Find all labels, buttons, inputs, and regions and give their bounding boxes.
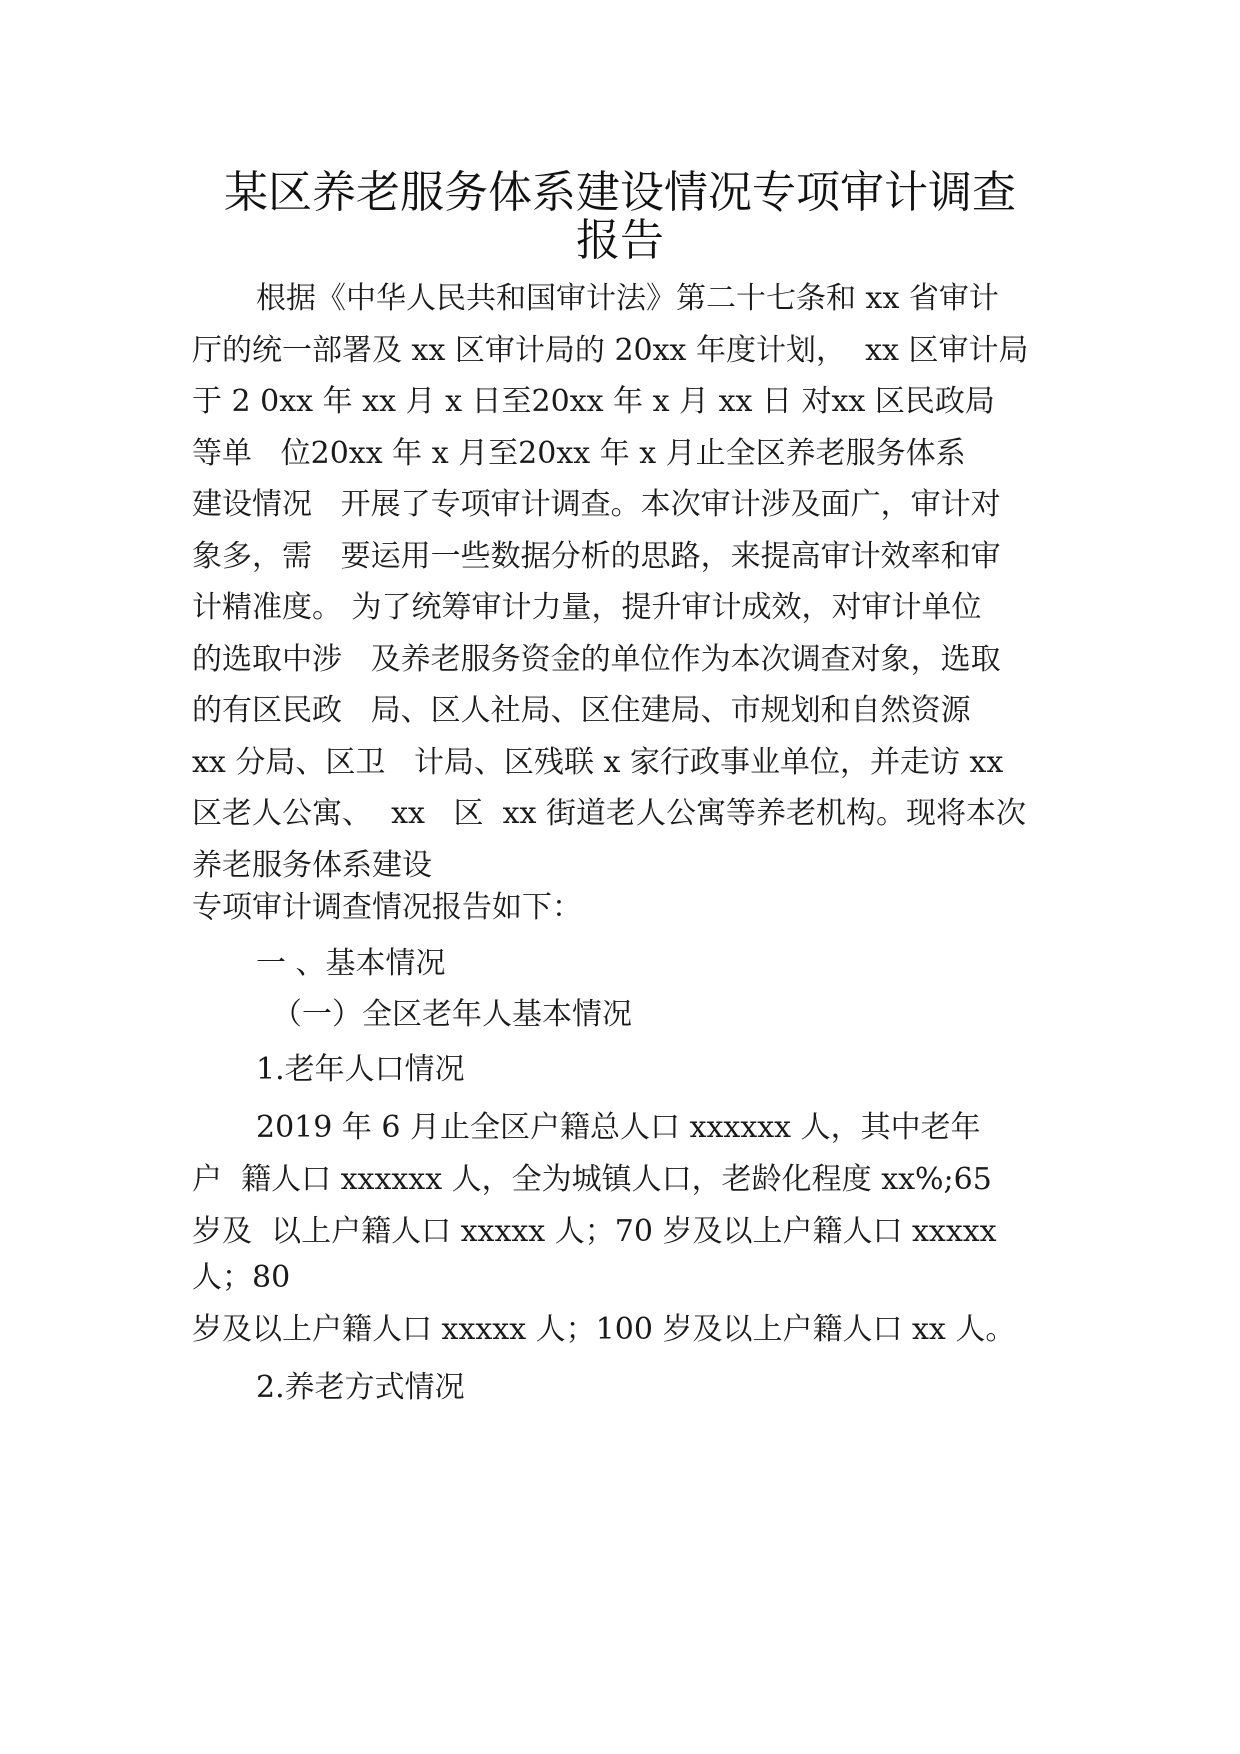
intro-line-7: 计精准度。 为了统筹审计力量，提升审计成效，对审计单位 [192, 590, 982, 625]
intro-line-9: 的有区民政 局、区人社局、区住建局、市规划和自然资源 [192, 693, 971, 728]
document-title-line-2: 报告 [576, 215, 664, 266]
population-line-3: 岁及 以上户籍人口 xxxxx 人；70 岁及以上户籍人口 xxxxx [192, 1214, 997, 1249]
intro-line-2: 厅的统一部署及 xx 区审计局的 20xx 年度计划， xx 区审计局 [192, 333, 1029, 368]
intro-line-12: 养老服务体系建设 [192, 848, 432, 883]
intro-line-10: xx 分局、区卫 计局、区残联 x 家行政事业单位，并走访 xx [192, 745, 1004, 780]
intro-line-3: 于 2 0xx 年 xx 月 x 日至20xx 年 x 月 xx 日 对xx 区民政局 [192, 384, 995, 419]
intro-line-11: 区老人公寓、 xx 区 xx 街道老人公寓等养老机构。现将本次 [192, 796, 1026, 831]
intro-line-1: 根据《中华人民共和国审计法》第二十七条和 xx 省审计 [256, 281, 999, 316]
population-line-5: 岁及以上户籍人口 xxxxx 人；100 岁及以上户籍人口 xx 人。 [192, 1312, 1016, 1347]
document-title-line-1: 某区养老服务体系建设情况专项审计调查 [224, 167, 1016, 218]
intro-line-5: 建设情况 开展了专项审计调查。本次审计涉及面广，审计对 [192, 487, 1001, 522]
section-heading-basic: 一 、基本情况 [256, 946, 446, 981]
intro-line-6: 象多，需 要运用一些数据分析的思路，来提高审计效率和审 [192, 539, 1001, 574]
population-line-2: 户 籍人口 xxxxxx 人，全为城镇人口，老龄化程度 xx%;65 [192, 1162, 992, 1197]
item-heading-population: 1.老年人口情况 [256, 1052, 465, 1087]
intro-line-13: 专项审计调查情况报告如下： [192, 890, 582, 925]
subsection-heading-elderly: （一）全区老年人基本情况 [272, 997, 632, 1032]
item-heading-care-mode: 2.养老方式情况 [256, 1370, 465, 1405]
intro-line-4: 等单 位20xx 年 x 月至20xx 年 x 月止全区养老服务体系 [192, 436, 966, 471]
intro-line-8: 的选取中涉 及养老服务资金的单位作为本次调查对象，选取 [192, 642, 1001, 677]
population-line-1: 2019 年 6 月止全区户籍总人口 xxxxxx 人，其中老年 [256, 1110, 981, 1145]
population-line-4: 人；80 [192, 1260, 291, 1295]
